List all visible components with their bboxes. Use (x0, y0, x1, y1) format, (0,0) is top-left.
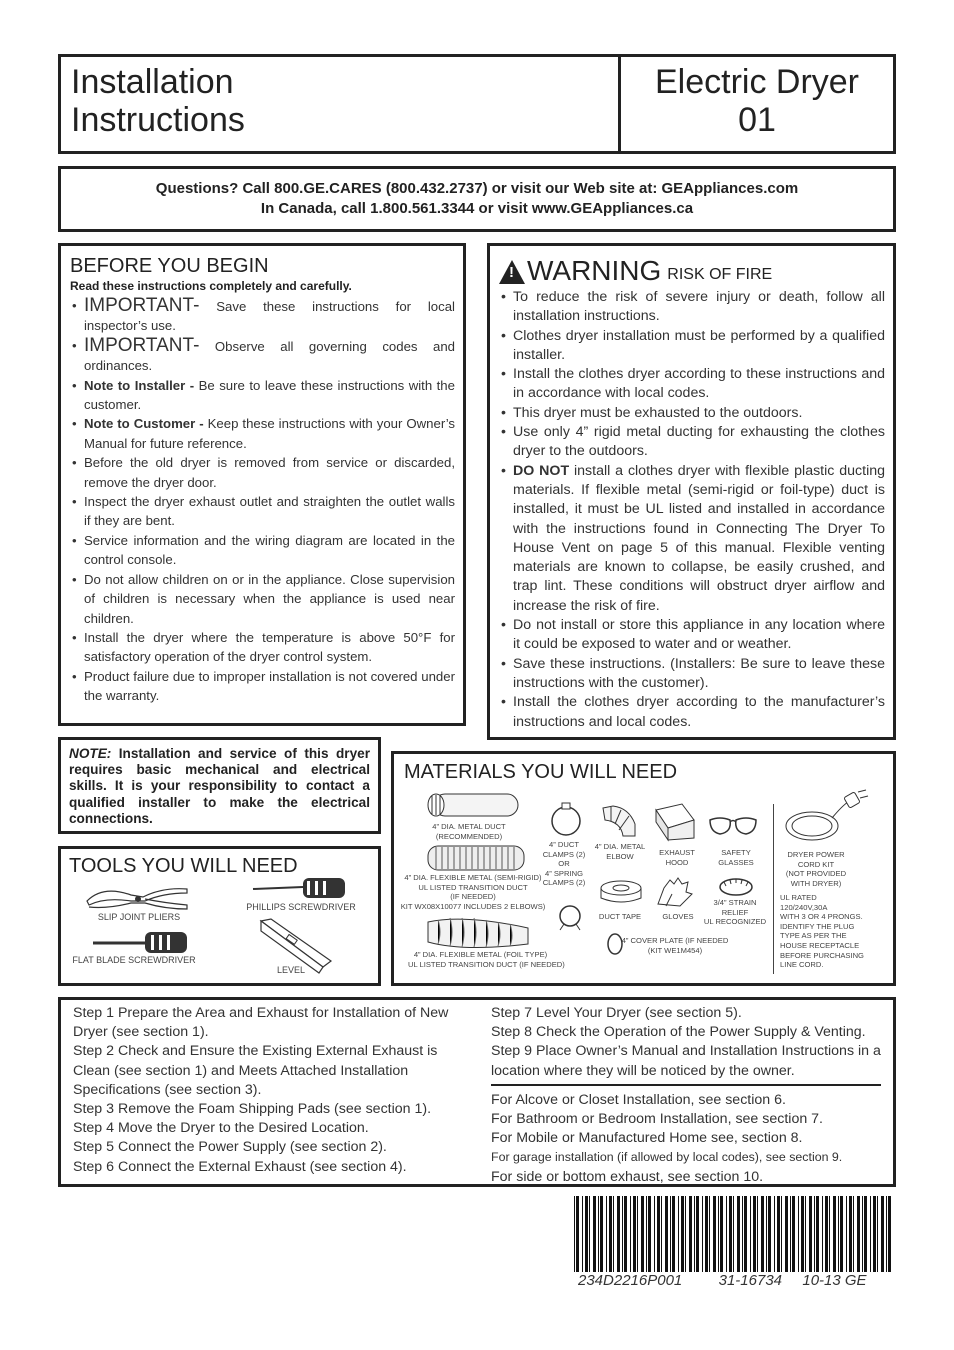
flex-duct-icon (426, 844, 526, 872)
list-item (70, 492, 455, 531)
barcode-bar (825, 1196, 828, 1272)
barcode-bar (576, 1196, 579, 1272)
barcode-bar (646, 1196, 647, 1272)
warning-symbol: ! (509, 264, 514, 281)
barcode-bar (600, 1196, 603, 1272)
list-item (499, 365, 885, 404)
foil-duct-icon (424, 912, 534, 952)
list-item-text: This dryer must be exhausted to the outdoors. (513, 404, 803, 421)
barcode-bar (761, 1196, 764, 1272)
gloves-label: GLOVES (662, 912, 694, 921)
glasses-label: SAFETY GLASSES (718, 848, 754, 867)
barcode-bar (886, 1196, 887, 1272)
note-lead: NOTE: (69, 746, 112, 761)
foil-duct-label: 4” DIA. FLEXIBLE METAL (FOIL TYPE) UL LISTED TRANSITION DUCT (IF NEEDED) (408, 950, 565, 969)
barcode-bar (809, 1196, 812, 1272)
list-item (70, 296, 455, 336)
barcode-bar (672, 1196, 675, 1272)
step-item: Step 1 Prepare the Area and Exhaust for Installation of New Dryer (see section 1). (73, 1005, 449, 1041)
list-item-text: To reduce the risk of severe injury or death, follow all installation instructions. (513, 289, 885, 325)
list-item-lead: IMPORTANT- (84, 334, 200, 356)
barcode-bar (670, 1196, 671, 1272)
hood-label: EXHAUST HOOD (659, 848, 695, 867)
barcode-bar (781, 1196, 782, 1272)
note-body: Installation and service of this dryer requires basic mechanical and electrical skills. It is your responsibility to contact a qualified installer to make the electrical connections. (69, 746, 370, 826)
power-cord-label: DRYER POWER CORD KIT (NOT PROVIDED WITH DRYER) (785, 850, 847, 888)
warning-section (487, 243, 896, 740)
barcode-bar (622, 1196, 623, 1272)
barcode-bar (857, 1196, 860, 1272)
barcode-bar (805, 1196, 806, 1272)
spring-clamp-icon (556, 902, 584, 932)
steps-list-2 (491, 1004, 891, 1081)
cover-plate-label: 4” COVER PLATE (IF NEEDED (KIT WE1M454) (621, 936, 729, 955)
barcode-bar (790, 1196, 791, 1272)
product-title-box (618, 54, 896, 154)
barcode-bar (648, 1196, 651, 1272)
warning-triangle-icon (499, 260, 525, 284)
title-line-1: Installation (71, 63, 234, 101)
clamps-label: 4” DUCT CLAMPS (2) OR 4” SPRING CLAMPS (2) (542, 840, 586, 888)
list-item-text: Install the dryer where the temperature is above 50°F for satisfactory operation of the dryer control system. (84, 629, 455, 665)
special-installations-list (491, 1091, 891, 1187)
step-item: Step 4 Move the Dryer to the Desired Location. (73, 1120, 369, 1137)
barcode-bar (777, 1196, 780, 1272)
materials-divider (773, 804, 774, 974)
barcode-bar (585, 1196, 588, 1272)
list-item-text: Use only 4” rigid metal ducting for exhausting the clothes dryer to the outdoors. (513, 424, 885, 460)
contact-line-2: In Canada, call 1.800.561.3344 or visit www.GEAppliances.ca (260, 200, 694, 217)
barcode-bar (766, 1196, 767, 1272)
step-item: Step 9 Place Owner’s Manual and Installation Instructions in a location where they will be noticed by the owner. (491, 1043, 881, 1079)
duct-tape-label: DUCT TAPE (598, 912, 642, 921)
strain-relief-icon (716, 876, 756, 898)
note-text (69, 746, 370, 827)
before-heading: BEFORE YOU BEGIN (70, 255, 269, 277)
list-item-text: Save these instructions. (Installers: Be sure to leave these instructions with the customer). (513, 655, 885, 691)
barcode-bar (814, 1196, 815, 1272)
materials-section (391, 751, 896, 986)
list-item-lead: Note to Customer - (84, 416, 204, 432)
footer-codes (578, 1272, 898, 1289)
barcode-bar (829, 1196, 830, 1272)
duct-clamp-icon (548, 802, 584, 838)
rigid-duct-label: 4” DIA. METAL DUCT (RECOMMENDED) (432, 822, 506, 841)
list-item (499, 616, 885, 655)
step-item: For Mobile or Manufactured Home see, section 8. (491, 1130, 803, 1147)
barcode-bar (744, 1196, 747, 1272)
barcode-bar (833, 1196, 836, 1272)
steps-section (58, 997, 896, 1187)
step-item: Step 2 Check and Ensure the Existing External Exhaust is Clean (see section 1) and Meets Attached Installation Specifications (see section 3). (73, 1043, 438, 1098)
barcode-bar (637, 1196, 638, 1272)
list-item-text: Install the clothes dryer according to these instructions and in accordance with local codes. (513, 366, 885, 402)
barcode-bar (729, 1196, 732, 1272)
list-item (70, 628, 455, 667)
barcode-bar (849, 1196, 852, 1272)
flat-blade-screwdriver-icon (91, 927, 191, 957)
barcode-bar (877, 1196, 878, 1272)
barcode-bar (606, 1196, 607, 1272)
list-item (70, 667, 455, 706)
elbow-label: 4” DIA. METAL ELBOW (594, 842, 646, 861)
list-item-text: Install the clothes dryer according to the manufacturer’s instructions and local codes. (513, 694, 885, 730)
gloves-icon (652, 874, 696, 910)
barcode-bar (733, 1196, 734, 1272)
product-line-1: Electric Dryer (654, 63, 860, 101)
warning-word: WARNING (527, 255, 662, 286)
steps-divider (491, 1084, 881, 1086)
barcode-bar (864, 1196, 867, 1272)
list-item-text: Do not allow children on or in the appliance. Close supervision of children is necessary when the appliance is used near children. (84, 571, 455, 626)
barcode-bar (654, 1196, 655, 1272)
barcode-bar (582, 1196, 583, 1272)
barcode-bar (630, 1196, 631, 1272)
barcode-bar (798, 1196, 799, 1272)
barcode-bar (705, 1196, 708, 1272)
step-item: For side or bottom exhaust, see section 10. (491, 1168, 764, 1185)
barcode (574, 1196, 896, 1272)
barcode-bar (609, 1196, 612, 1272)
materials-heading: MATERIALS YOU WILL NEED (404, 761, 678, 783)
metal-elbow-icon (599, 802, 639, 838)
duct-tape-icon (598, 878, 644, 908)
contact-box (58, 166, 896, 232)
list-item (70, 336, 455, 376)
barcode-bar (598, 1196, 599, 1272)
barcode-bar (633, 1196, 636, 1272)
barcode-bar (681, 1196, 684, 1272)
steps-column-1 (73, 1004, 453, 1177)
steps-column-2 (491, 1004, 891, 1187)
barcode-bar (694, 1196, 695, 1272)
list-item (70, 570, 455, 628)
step-item: For Alcove or Closet Installation, see section 6. (491, 1091, 786, 1108)
barcode-bar (768, 1196, 771, 1272)
barcode-bar (718, 1196, 719, 1272)
step-item: For garage installation (if allowed by local codes), see section 9. (491, 1150, 843, 1165)
before-subheading: Read these instructions completely and carefully. (70, 279, 352, 293)
title-line-2: Instructions (71, 101, 245, 139)
warning-list (499, 288, 885, 732)
tools-heading: TOOLS YOU WILL NEED (69, 855, 298, 877)
phillips-screwdriver-icon (251, 873, 351, 903)
tools-section (58, 846, 381, 986)
barcode-bar (873, 1196, 876, 1272)
part-number: 234D2216P001 (578, 1272, 683, 1289)
barcode-bar (678, 1196, 679, 1272)
list-item-text: Save these instructions for local inspector’s use. (84, 299, 455, 334)
barcode-bar (785, 1196, 788, 1272)
barcode-bar (661, 1196, 662, 1272)
flat-blade-label: FLAT BLADE SCREWDRIVER (72, 955, 196, 965)
barcode-bar (838, 1196, 839, 1272)
list-item (70, 414, 455, 453)
barcode-bar (792, 1196, 795, 1272)
barcode-bar (613, 1196, 614, 1272)
list-item (499, 693, 885, 732)
list-item (70, 531, 455, 570)
barcode-bar (702, 1196, 703, 1272)
list-item-text: Inspect the dryer exhaust outlet and straighten the outlet walls if they are bent. (84, 494, 455, 529)
barcode-bar (589, 1196, 590, 1272)
list-item-text: Keep these instructions with your Owner’s Manual for future reference. (84, 416, 455, 451)
product-line-2: 01 (738, 101, 776, 139)
barcode-bar (624, 1196, 627, 1272)
list-item (499, 327, 885, 366)
list-item (70, 376, 455, 415)
exhaust-hood-icon (652, 802, 698, 842)
list-item-text: Clothes dryer installation must be performed by a qualified installer. (513, 327, 885, 363)
barcode-bar (685, 1196, 686, 1272)
barcode-bar (750, 1196, 751, 1272)
barcode-bar (853, 1196, 854, 1272)
barcode-bar (774, 1196, 775, 1272)
step-item: Step 8 Check the Operation of the Power Supply & Venting. (491, 1024, 866, 1041)
list-item (70, 453, 455, 492)
pliers-label: SLIP JOINT PLIERS (97, 912, 181, 922)
barcode-bar (709, 1196, 710, 1272)
barcode-bar (801, 1196, 804, 1272)
barcode-bar (737, 1196, 740, 1272)
list-item (499, 655, 885, 694)
warning-header (499, 254, 885, 288)
power-cord-icon (782, 788, 872, 848)
step-item: Step 5 Connect the Power Supply (see section 2). (73, 1139, 387, 1156)
list-item-lead: Note to Installer - (84, 377, 195, 393)
list-item-text: Be sure to leave these instructions with the customer. (84, 377, 455, 413)
print-date: 10-13 GE (802, 1272, 867, 1289)
barcode-bar (657, 1196, 660, 1272)
barcode-bar (846, 1196, 847, 1272)
barcode-bar (757, 1196, 758, 1272)
power-cord-note: UL RATED 120/240V,30A WITH 3 OR 4 PRONGS. IDENTIFY THE PLUG TYPE AS PER THE HOUSE RECEPTACLE BEFORE PURCHASING LINE CORD. (780, 893, 864, 970)
safety-glasses-icon (706, 812, 762, 838)
list-item (499, 423, 885, 462)
strain-relief-label: 3/4” STRAIN RELIEF UL RECOGNIZED (703, 898, 767, 927)
list-item-text: Service information and the wiring diagram are located in the control console. (84, 532, 455, 568)
document-title-box (58, 54, 621, 154)
barcode-bar (870, 1196, 871, 1272)
list-item (499, 462, 885, 616)
list-item-text: Product failure due to improper installation is not covered under the warranty. (84, 668, 455, 704)
barcode-bar (665, 1196, 668, 1272)
list-item-lead: DO NOT (513, 462, 570, 479)
barcode-bar (726, 1196, 727, 1272)
flex-duct-label: 4” DIA. FLEXIBLE METAL (SEMI-RIGID) UL LISTED TRANSITION DUCT (IF NEEDED) KIT WX08X10077 INCLUDES 2 ELBOWS) (400, 873, 546, 911)
barcode-bar (840, 1196, 843, 1272)
barcode-bar (816, 1196, 819, 1272)
list-item-lead: IMPORTANT- (84, 295, 200, 316)
step-item: For Bathroom or Bedroom Installation, see section 7. (491, 1111, 823, 1128)
barcode-bar (593, 1196, 596, 1272)
barcode-bar (742, 1196, 743, 1272)
level-label: LEVEL (276, 965, 306, 975)
list-item (499, 404, 885, 423)
step-item: Step 6 Connect the External Exhaust (see section 4). (73, 1158, 407, 1175)
barcode-bar (822, 1196, 823, 1272)
note-box (58, 737, 381, 834)
barcode-bar (862, 1196, 863, 1272)
publication-number: 31-16734 (718, 1272, 783, 1289)
list-item-text: install a clothes dryer with flexible plastic ducting materials. If flexible metal (semi-rigid or foil-type) duct is installed, it must be UL listed and installed in accordance with the instructions found in Connecting The Dryer To House Vent on page 5 of this manual. Flexible venting materials are known to collapse, be easily crushed, and trap lint. These conditions will obstruct dryer airflow and increase the risk of fire. (513, 462, 885, 614)
barcode-bar (713, 1196, 716, 1272)
list-item-text: Observe all governing codes and ordinances. (84, 338, 455, 374)
list-item-text: Before the old dryer is removed from service or discarded, remove the dryer door. (84, 455, 455, 490)
rigid-duct-icon (424, 792, 524, 818)
barcode-bar (641, 1196, 644, 1272)
list-item (499, 288, 885, 327)
barcode-bar (617, 1196, 620, 1272)
barcode-bar (696, 1196, 699, 1272)
barcode-bar (720, 1196, 723, 1272)
barcode-bar (888, 1196, 891, 1272)
list-item-text: Do not install or store this appliance in any location where it could be exposed to water and or weather. (513, 617, 885, 653)
phillips-label: PHILLIPS SCREWDRIVER (246, 902, 356, 912)
before-you-begin-section (58, 243, 466, 726)
step-item: Step 3 Remove the Foam Shipping Pads (see section 1). (73, 1101, 432, 1118)
barcode-bar (753, 1196, 756, 1272)
warning-subtitle: RISK OF FIRE (667, 266, 773, 283)
contact-line-1: Questions? Call 800.GE.CARES (800.432.2737) or visit our Web site at: GEAppliances.com (155, 180, 799, 197)
barcode-bar (574, 1196, 575, 1272)
barcode-bar (689, 1196, 692, 1272)
before-list (70, 296, 455, 706)
barcode-bar (881, 1196, 884, 1272)
step-item: Step 7 Level Your Dryer (see section 5). (491, 1005, 742, 1021)
